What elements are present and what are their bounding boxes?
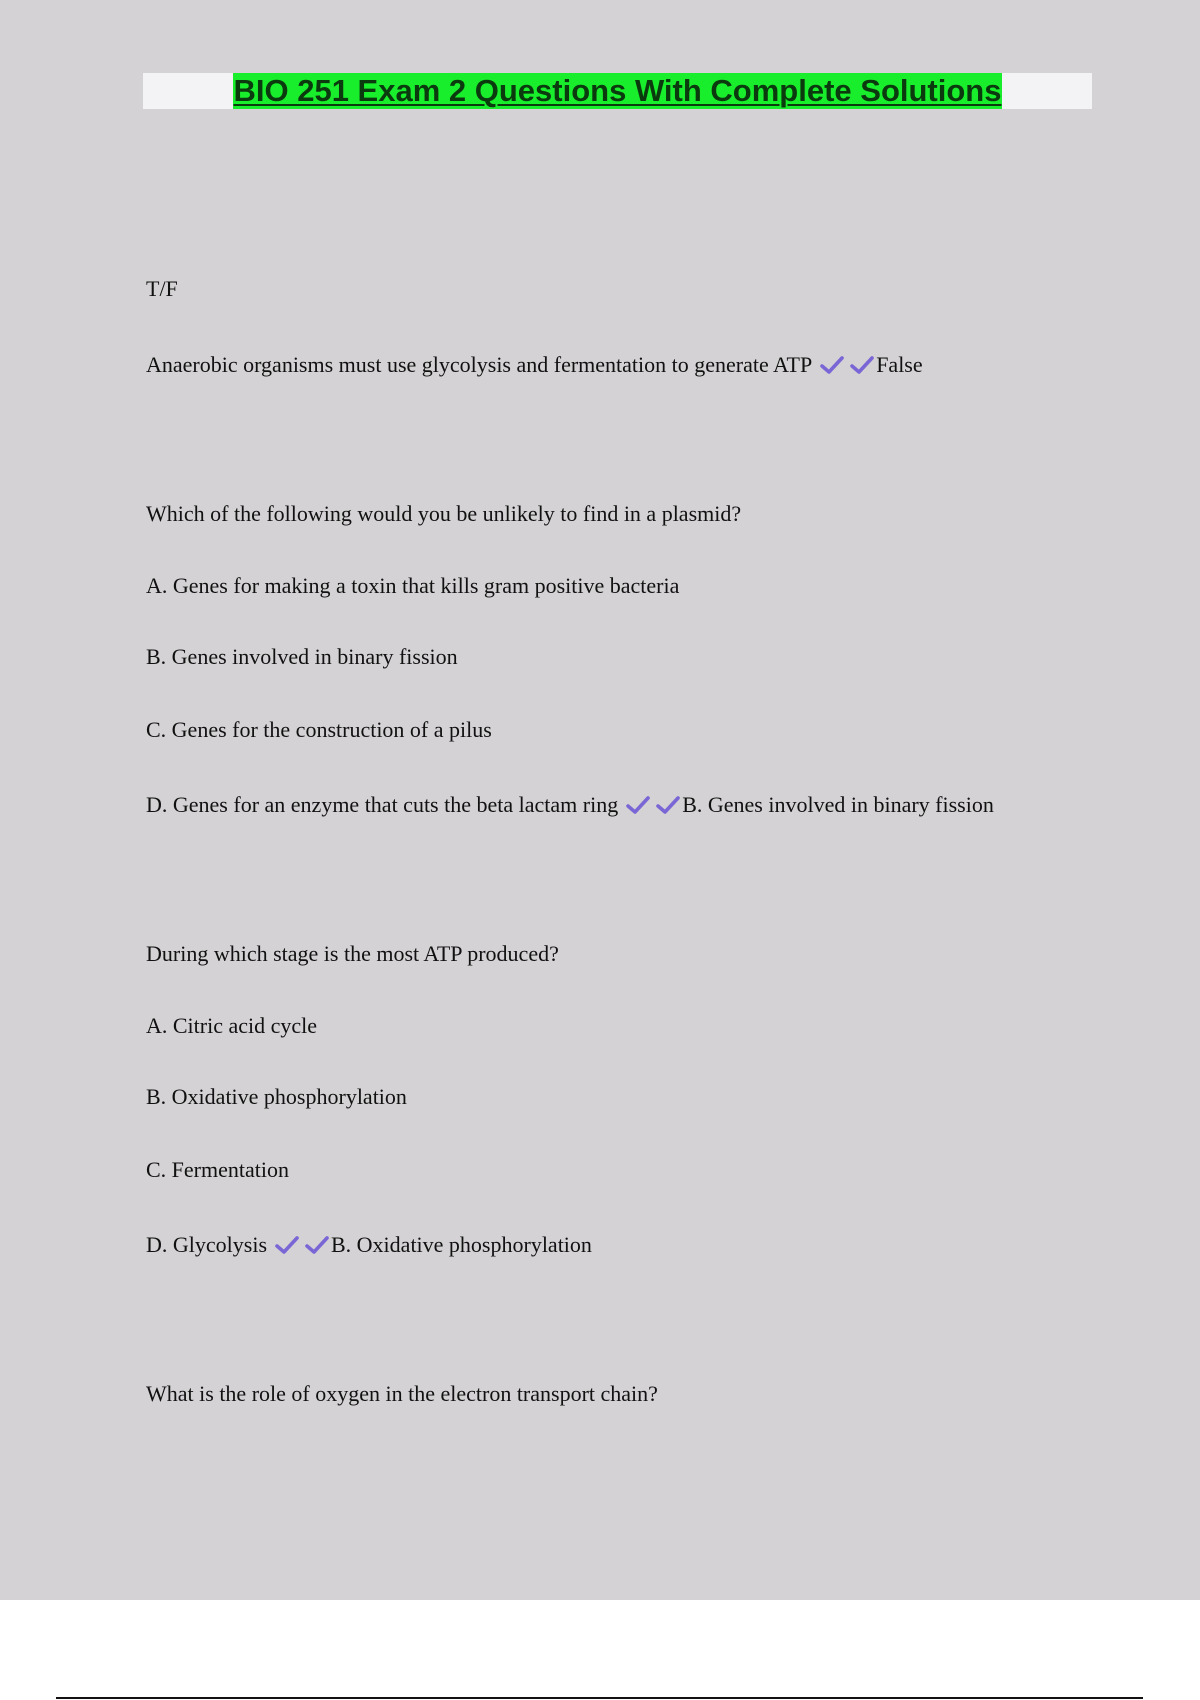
question-3-answer: B. Oxidative phosphorylation [331, 1232, 592, 1257]
question-2-option-d: D. Genes for an enzyme that cuts the beta lactam ring [146, 792, 619, 817]
question-4-prompt: What is the role of oxygen in the electron transport chain? [146, 1381, 658, 1406]
check-icon [850, 355, 874, 375]
question-1-line [146, 351, 923, 379]
title-bar [143, 73, 1092, 109]
question-1-answer: False [876, 352, 923, 377]
section-label: T/F [146, 276, 178, 301]
check-icon [305, 1235, 329, 1255]
question-1-prompt: Anaerobic organisms must use glycolysis and fermentation to generate ATP [146, 352, 813, 377]
question-3-option-c: C. Fermentation [146, 1157, 289, 1182]
question-2-option-b: B. Genes involved in binary fission [146, 644, 458, 669]
question-3-option-d: D. Glycolysis [146, 1232, 267, 1257]
question-2-option-a: A. Genes for making a toxin that kills gram positive bacteria [146, 573, 680, 598]
document-title: BIO 251 Exam 2 Questions With Complete Solutions [233, 73, 1002, 108]
check-icon [656, 795, 680, 815]
check-icon [626, 795, 650, 815]
footer-rule [56, 1697, 1143, 1699]
question-2-option-c: C. Genes for the construction of a pilus [146, 717, 492, 742]
question-3-line-d [146, 1231, 592, 1259]
question-3-option-a: A. Citric acid cycle [146, 1013, 318, 1038]
check-icon [820, 355, 844, 375]
question-2-answer: B. Genes involved in binary fission [682, 792, 994, 817]
check-icon [275, 1235, 299, 1255]
question-2-line-d [146, 791, 994, 819]
question-3-prompt: During which stage is the most ATP produced? [146, 941, 559, 966]
question-3-option-b: B. Oxidative phosphorylation [146, 1084, 407, 1109]
question-2-prompt: Which of the following would you be unlikely to find in a plasmid? [146, 501, 742, 526]
